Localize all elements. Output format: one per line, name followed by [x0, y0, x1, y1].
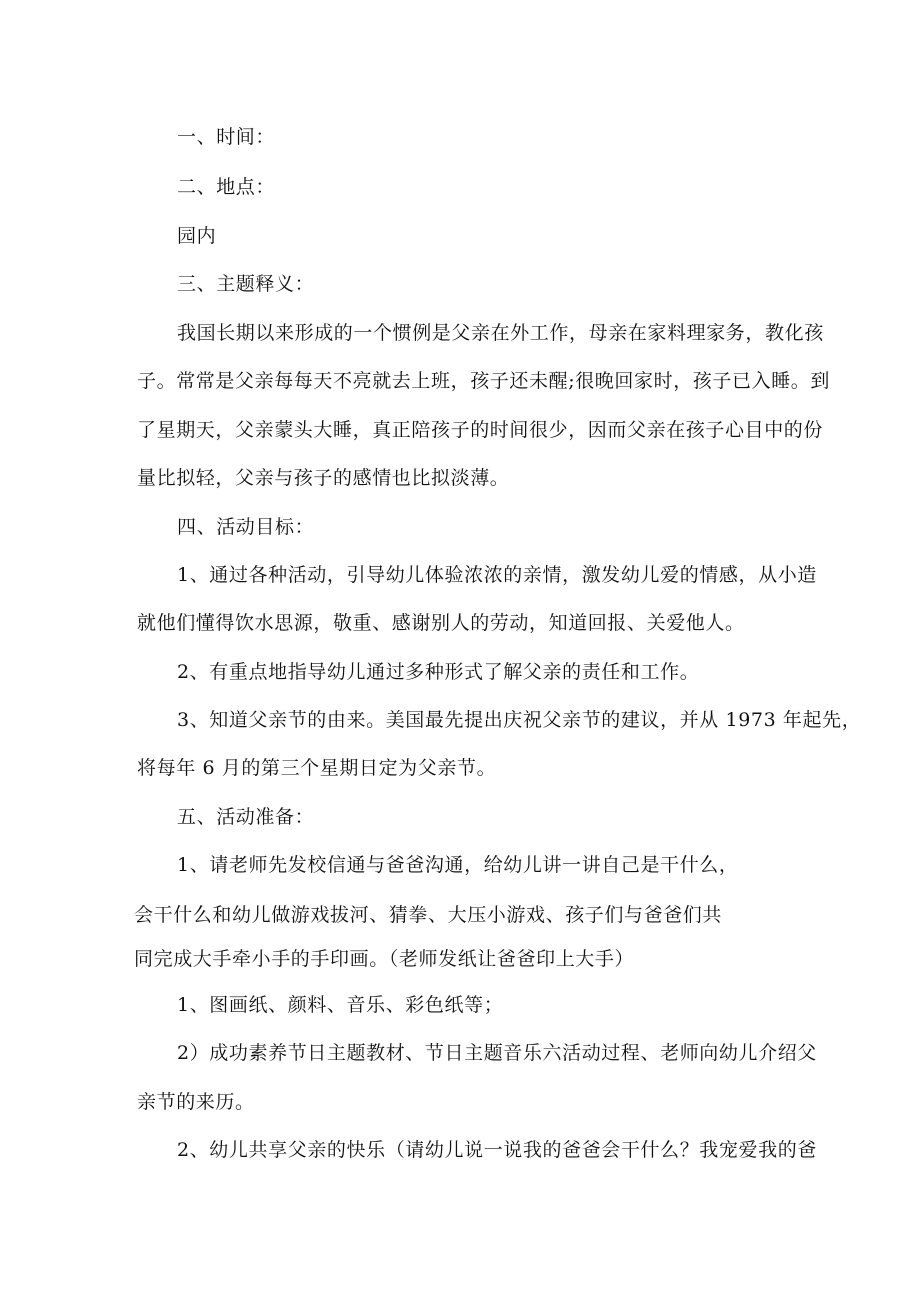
- location-value: 园内: [177, 225, 217, 247]
- process-paragraph-line: 2、幼儿共享父亲的快乐（请幼儿说一说我的爸爸会干什么？我宠爱我的爸: [177, 1139, 817, 1161]
- heading-goals: 四、活动目标：: [177, 516, 315, 538]
- goal-paragraph-line: 1、通过各种活动，引导幼儿体验浓浓的亲情，激发幼儿爱的情感，从小造: [177, 564, 817, 586]
- heading-theme: 三、主题释义：: [177, 273, 315, 295]
- preparation-list-item: 2）成功素养节日主题教材、节日主题音乐六活动过程、老师向幼儿介绍父: [177, 1042, 817, 1064]
- preparation-paragraph-line: 1、请老师先发校信通与爸爸沟通，给幼儿讲一讲自己是干什么，: [177, 854, 739, 876]
- preparation-list-item: 1、图画纸、颜料、音乐、彩色纸等；: [177, 994, 504, 1016]
- theme-paragraph-line: 我国长期以来形成的一个惯例是父亲在外工作，母亲在家料理家务，教化孩: [177, 322, 824, 344]
- preparation-paragraph-line: 同完成大手牵小手的手印画。（老师发纸让爸爸印上大手）: [134, 948, 635, 970]
- goal-paragraph-line: 2、有重点地指导幼儿通过多种形式了解父亲的责任和工作。: [177, 661, 700, 683]
- goal-paragraph-line: 将每年 6 月的第三个星期日定为父亲节。: [137, 757, 497, 779]
- theme-paragraph-line: 了星期天，父亲蒙头大睡，真正陪孩子的时间很少，因而父亲在孩子心目中的份: [137, 419, 824, 441]
- goal-paragraph-line: 3、知道父亲节的由来。美国最先提出庆祝父亲节的建议，并从 1973 年起先，: [177, 709, 862, 731]
- heading-location: 二、地点：: [177, 176, 276, 198]
- preparation-paragraph-line: 会干什么和幼儿做游戏拔河、猜拳、大压小游戏、孩子们与爸爸们共: [134, 904, 723, 926]
- theme-paragraph-line: 量比拟轻，父亲与孩子的感情也比拟淡薄。: [137, 467, 510, 489]
- goal-paragraph-line: 就他们懂得饮水思源，敬重、感谢别人的劳动，知道回报、关爱他人。: [137, 612, 745, 634]
- heading-preparation: 五、活动准备：: [177, 806, 315, 828]
- theme-paragraph-line: 子。常常是父亲每每天不亮就去上班，孩子还未醒;很晚回家时，孩子已入睡。到: [137, 370, 831, 392]
- heading-time: 一、时间：: [177, 126, 276, 148]
- preparation-list-item: 亲节的来历。: [137, 1091, 255, 1113]
